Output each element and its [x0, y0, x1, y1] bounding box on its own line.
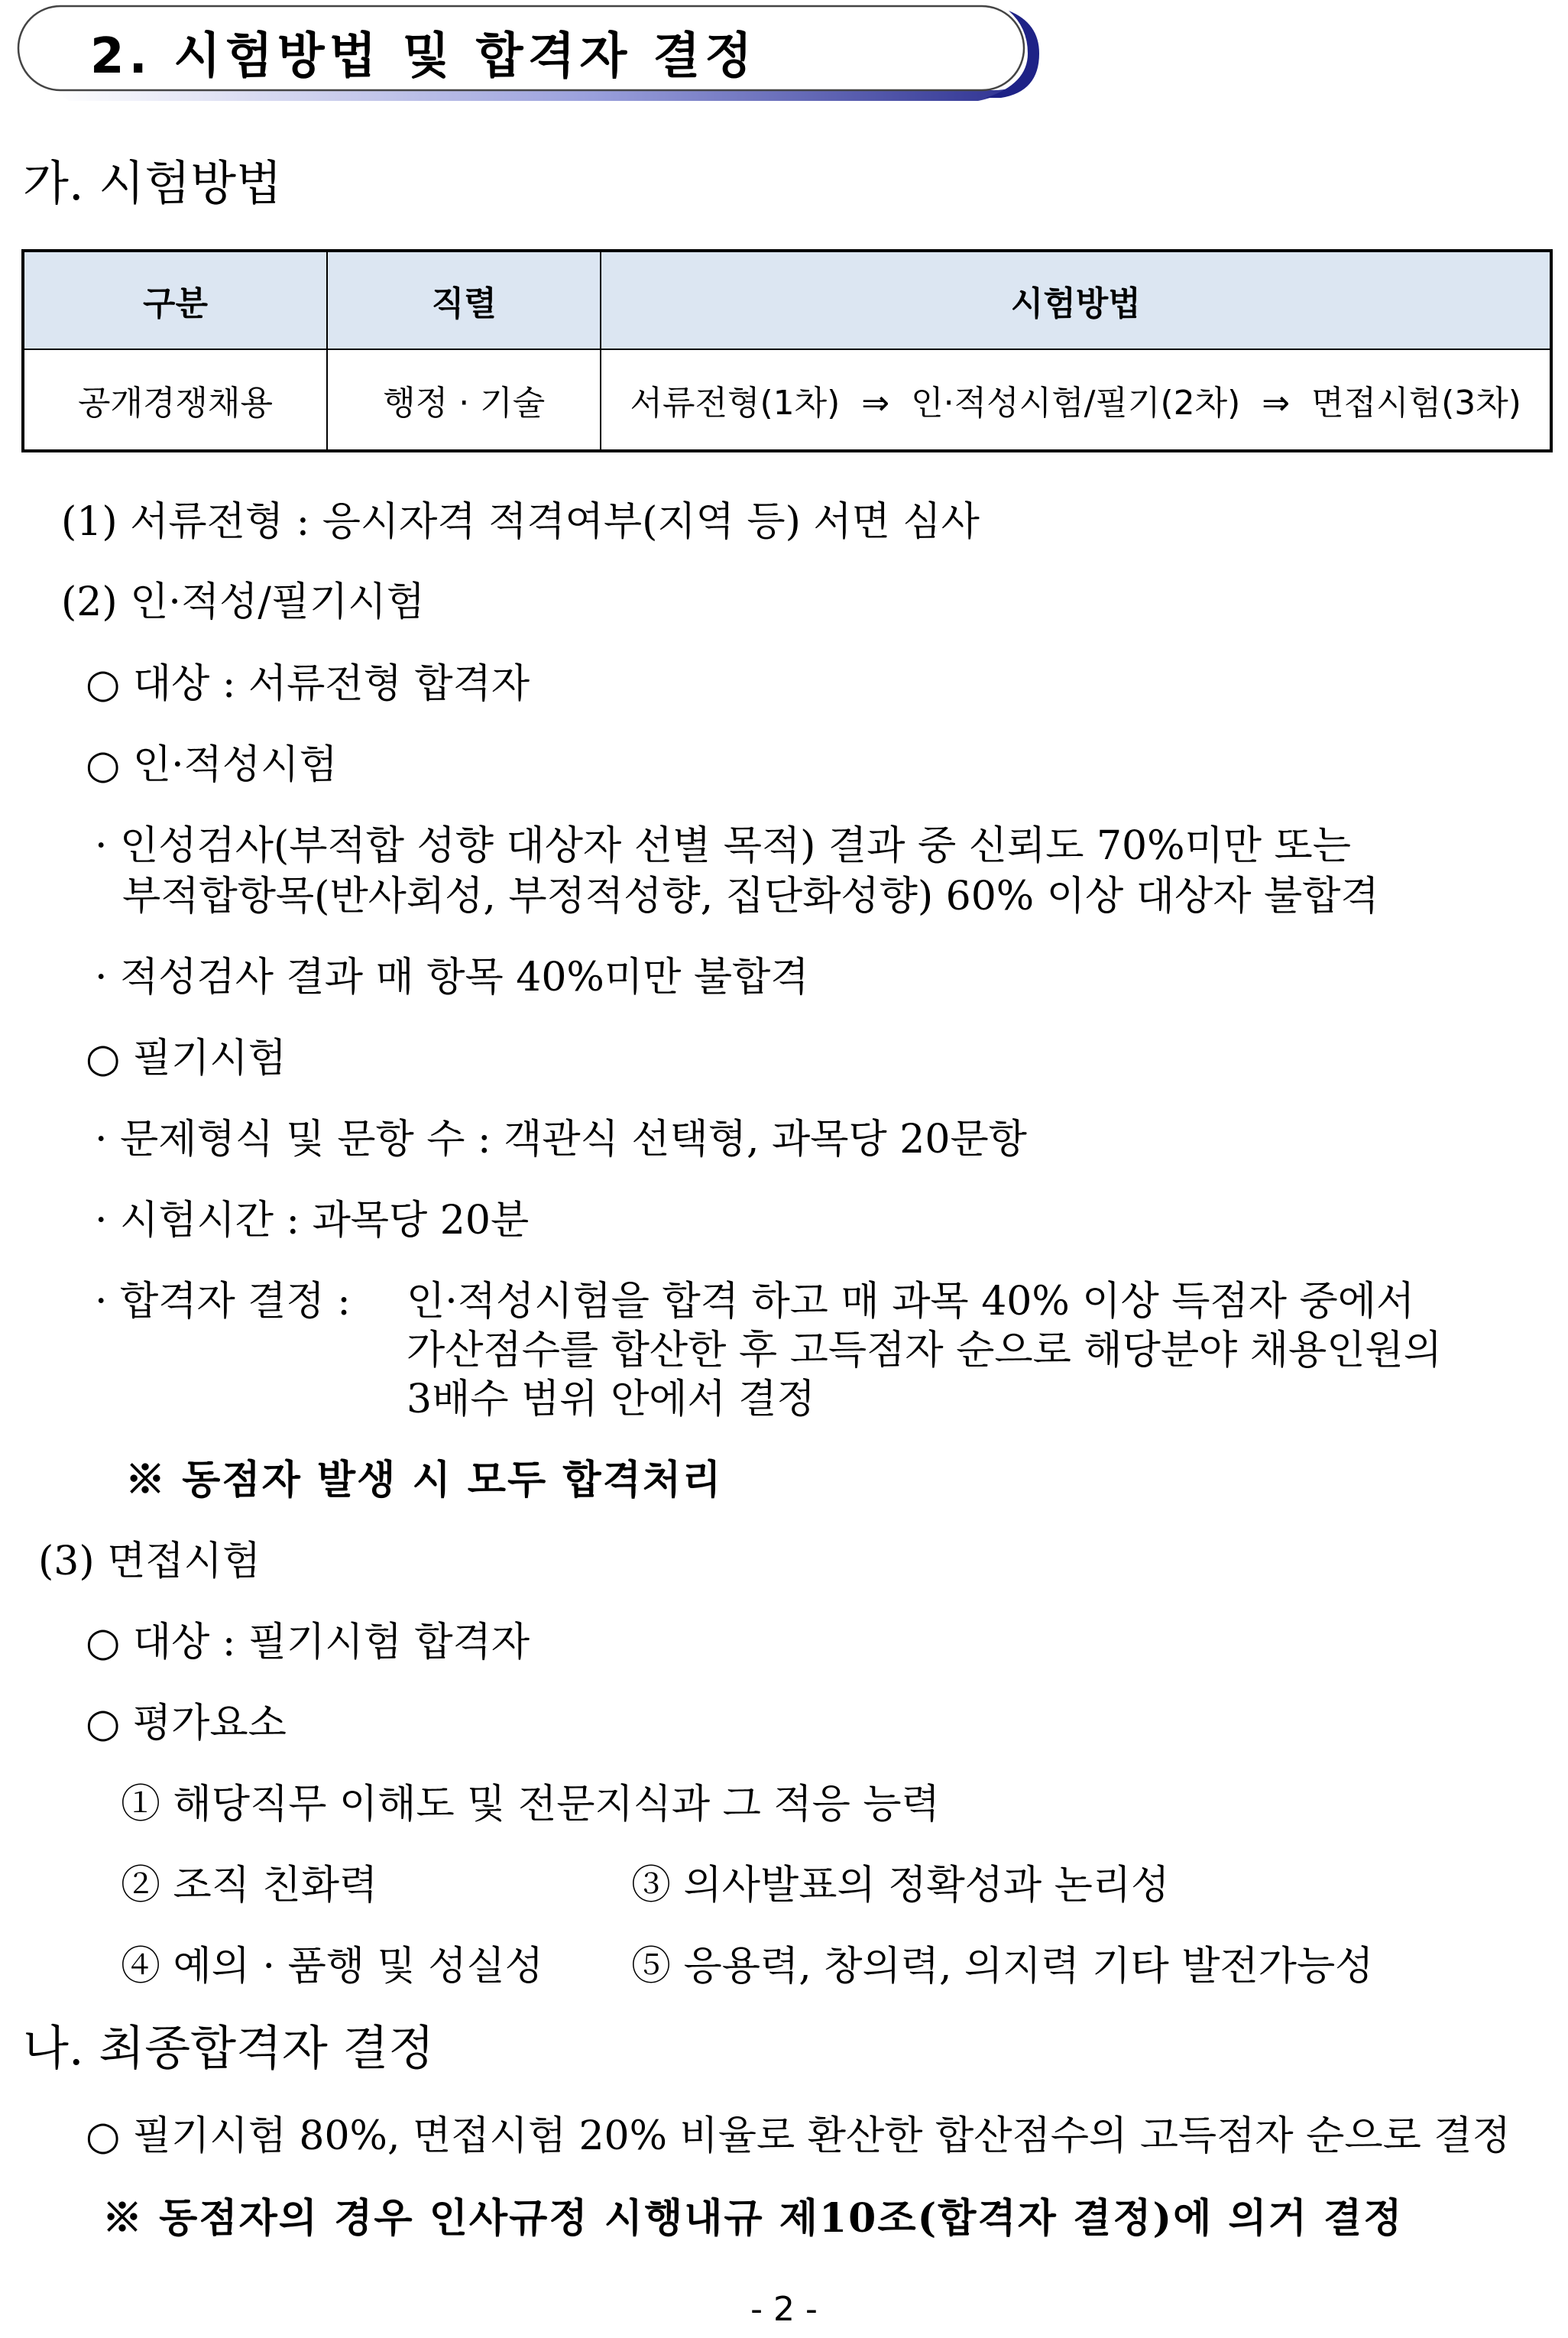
table-header-method: 시험방법: [601, 251, 1551, 349]
written-test-title: ○ 필기시험: [86, 1036, 287, 1081]
table-cell-track: 행정 · 기술: [327, 349, 601, 451]
section-title: 2. 시험방법 및 합격자 결정: [90, 28, 757, 85]
criterion-3: ③ 의사발표의 정확성과 논리성: [631, 1863, 1170, 1908]
page-number: - 2 -: [750, 2290, 818, 2329]
final-decision-item: ○ 필기시험 80%, 면접시험 20% 비율로 환산한 합산점수의 고득점자 순으로 결정: [86, 2113, 1511, 2159]
table-header-row: [23, 251, 1551, 349]
tie-note: ※ 동점자 발생 시 모두 합격처리: [125, 1457, 723, 1503]
written-bullet-pass-label: · 합격자 결정 :: [95, 1279, 351, 1325]
section-title-banner: [0, 0, 1047, 107]
step2-target: ○ 대상 : 서류전형 합격자: [86, 661, 530, 707]
step-aptitude-written-title: (2) 인·적성/필기시험: [61, 579, 425, 625]
interview-target: ○ 대상 : 필기시험 합격자: [86, 1620, 530, 1665]
aptitude-bullet-personality-line2: 부적합항목(반사회성, 부정적성향, 집단화성향) 60% 이상 대상자 불합격: [122, 874, 1379, 919]
section-heading-final-decision: 나. 최종합격자 결정: [23, 2020, 435, 2076]
aptitude-bullet-aptitude: · 적성검사 결과 매 항목 40%미만 불합격: [95, 955, 809, 1000]
criterion-5: ⑤ 응용력, 창의력, 의지력 기타 발전가능성: [631, 1944, 1374, 1989]
table-header-category: 구분: [23, 251, 327, 349]
exam-method-table: [21, 249, 1553, 452]
table-row: [23, 349, 1551, 451]
written-bullet-format: · 문제형식 및 문항 수 : 객관식 선택형, 과목당 20문항: [95, 1117, 1027, 1163]
aptitude-bullet-personality-line1: · 인성검사(부적합 성향 대상자 선별 목적) 결과 중 신뢰도 70%미만 또는: [95, 823, 1352, 869]
written-bullet-pass-line3: 3배수 범위 안에서 결정: [407, 1377, 815, 1422]
final-tie-note: ※ 동점자의 경우 인사규정 시행내규 제10조(합격자 결정)에 의거 결정: [102, 2195, 1404, 2242]
criterion-2: ② 조직 친화력: [121, 1863, 378, 1908]
step-interview-title: (3) 면접시험: [38, 1539, 261, 1584]
table-cell-category: 공개경쟁채용: [23, 349, 327, 451]
written-bullet-time: · 시험시간 : 과목당 20분: [95, 1198, 530, 1244]
written-bullet-pass-line1: 인·적성시험을 합격 하고 매 과목 40% 이상 득점자 중에서: [407, 1279, 1415, 1325]
table-header-track: 직렬: [327, 251, 601, 349]
table-cell-method: 서류전형(1차) ⇒ 인·적성시험/필기(2차) ⇒ 면접시험(3차): [601, 349, 1551, 451]
written-bullet-pass-line2: 가산점수를 합산한 후 고득점자 순으로 해당분야 채용인원의: [407, 1328, 1442, 1373]
interview-criteria-title: ○ 평가요소: [86, 1701, 287, 1746]
criterion-4: ④ 예의 · 품행 및 성실성: [121, 1944, 544, 1989]
step-document-screening: (1) 서류전형 : 응시자격 적격여부(지역 등) 서면 심사: [61, 499, 980, 545]
criterion-1: ① 해당직무 이해도 및 전문지식과 그 적응 능력: [121, 1782, 940, 1827]
section-heading-exam-method: 가. 시험방법: [23, 155, 282, 211]
aptitude-test-title: ○ 인·적성시험: [86, 742, 338, 788]
